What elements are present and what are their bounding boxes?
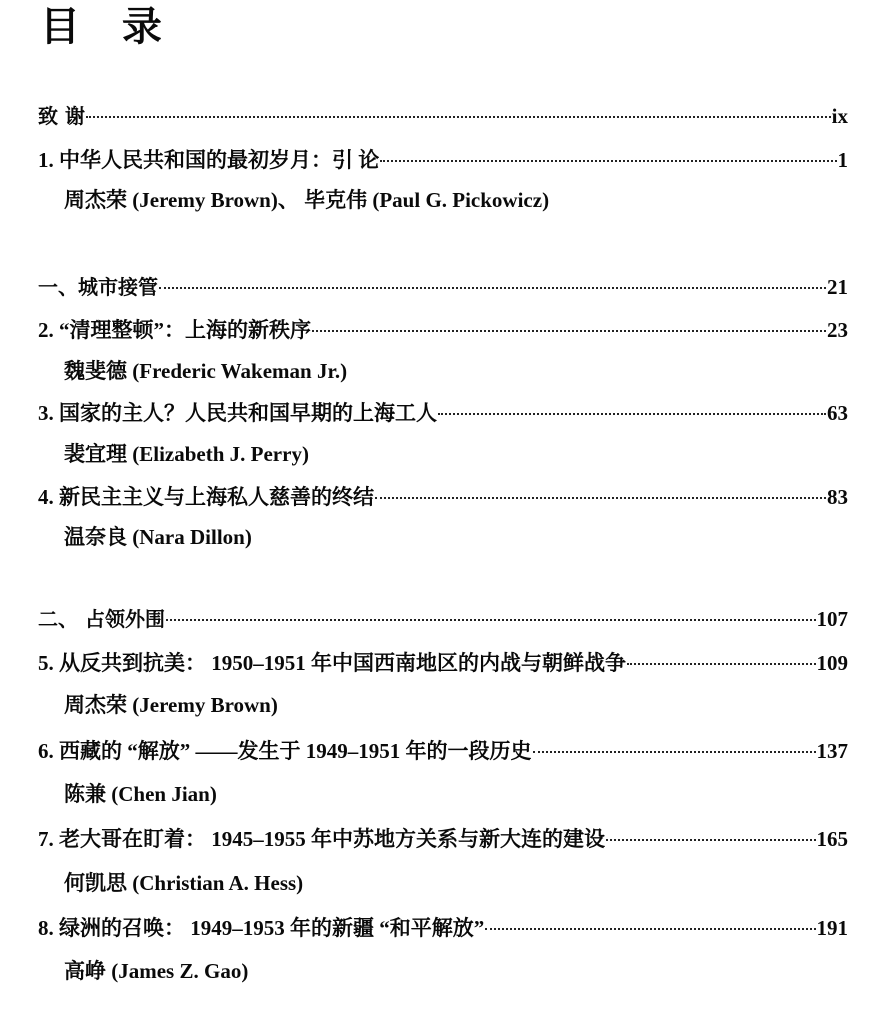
toc-entry-label: 5. 从反共到抗美： 1950–1951 年中国西南地区的内战与朝鲜战争 — [38, 651, 626, 675]
toc-page-number: 23 — [827, 318, 848, 342]
toc-author: 温奈良 (Nara Dillon) — [64, 525, 252, 549]
dot-leader — [159, 287, 826, 289]
dot-leader — [533, 751, 816, 753]
toc-page-number: 1 — [837, 148, 848, 172]
dot-leader — [375, 497, 826, 499]
toc-entry-label: 1. 中华人民共和国的最初岁月：引 论 — [38, 148, 380, 172]
toc-page-number: 63 — [827, 401, 848, 425]
toc-entry-chapter-3[interactable] — [38, 398, 848, 428]
toc-author: 周杰荣 (Jeremy Brown) — [64, 693, 278, 717]
toc-page-number: 109 — [816, 651, 848, 675]
dot-leader — [86, 116, 831, 118]
toc-entry-label: 4. 新民主主义与上海私人慈善的终结 — [38, 485, 374, 509]
toc-entry-label: 致 谢 — [38, 104, 85, 128]
toc-page-number: 21 — [827, 275, 848, 299]
toc-entry-chapter-5[interactable] — [38, 648, 848, 678]
toc-entry-chapter-2[interactable] — [38, 315, 848, 345]
dot-leader — [380, 160, 836, 162]
toc-entry-label: 6. 西藏的 “解放” ——发生于 1949–1951 年的一段历史 — [38, 739, 532, 763]
toc-author: 高峥 (James Z. Gao) — [64, 959, 249, 983]
toc-author: 何凯思 (Christian A. Hess) — [64, 871, 304, 895]
page-title: 目 录 — [40, 4, 176, 50]
toc-entry-chapter-8[interactable] — [38, 913, 848, 943]
toc-page-number: 83 — [827, 485, 848, 509]
dot-leader — [606, 839, 816, 841]
toc-entry-chapter-1[interactable] — [38, 145, 848, 175]
toc-author: 裴宜理 (Elizabeth J. Perry) — [64, 442, 309, 466]
toc-entry-label: 8. 绿洲的召唤： 1949–1953 年的新疆 “和平解放” — [38, 916, 485, 940]
dot-leader — [627, 663, 816, 665]
toc-author: 周杰荣 (Jeremy Brown)、 毕克伟 (Paul G. Pickowicz) — [64, 188, 550, 212]
toc-entry-chapter-4[interactable] — [38, 482, 848, 512]
toc-section-label: 二、 占领外围 — [38, 607, 165, 631]
toc-section-label: 一、城市接管 — [38, 275, 158, 299]
toc-entry-acknowledgements[interactable] — [38, 101, 848, 131]
toc-author: 陈兼 (Chen Jian) — [64, 782, 217, 806]
toc-page-number: 107 — [816, 607, 848, 631]
toc-entry-label: 2. “清理整顿”：上海的新秩序 — [38, 318, 311, 342]
dot-leader — [485, 928, 815, 930]
toc-page-number: 137 — [816, 739, 848, 763]
toc-entry-label: 7. 老大哥在盯着： 1945–1955 年中苏地方关系与新大连的建设 — [38, 827, 605, 851]
toc-entry-label: 3. 国家的主人？人民共和国早期的上海工人 — [38, 401, 437, 425]
toc-page-number: 191 — [816, 916, 848, 940]
toc-section-1[interactable] — [38, 272, 848, 302]
toc-page-number: 165 — [816, 827, 848, 851]
toc-entry-chapter-7[interactable] — [38, 824, 848, 854]
toc-author: 魏斐德 (Frederic Wakeman Jr.) — [64, 359, 348, 383]
dot-leader — [312, 330, 826, 332]
toc-page-number: ix — [831, 104, 848, 128]
dot-leader — [438, 413, 826, 415]
toc-section-2[interactable] — [38, 604, 848, 634]
dot-leader — [166, 619, 816, 621]
toc-entry-chapter-6[interactable] — [38, 736, 848, 766]
